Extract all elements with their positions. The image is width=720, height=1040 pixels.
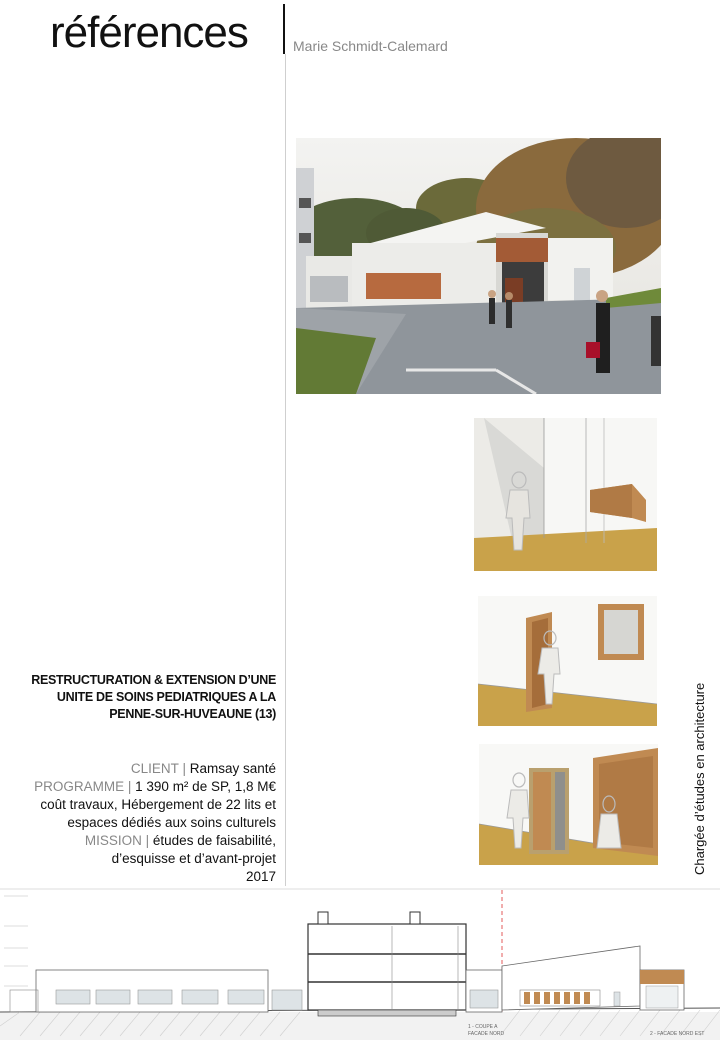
interior-sketch-3 [479,744,658,865]
facade-label: FACADE NORD [468,1031,505,1037]
separator: | [127,779,132,794]
interior-sketch-1 [474,418,657,571]
mission-label: MISSION [84,833,142,848]
page-divider [285,54,286,888]
client-value: Ramsay santé [189,761,276,776]
separator: | [145,833,153,848]
section-elevation-drawing [0,886,720,1040]
project-title: RESTRUCTURATION & EXTENSION D’UNE UNITE DE SOINS PEDIATRIQUES A LA PENNE-SUR-HUVEAUNE (13) [31,673,276,721]
section-label: 1 - COUPE A [468,1024,498,1030]
title-divider [283,4,285,54]
mission-value: études de faisabilité, d’esquisse et d’avant-projet [111,833,276,866]
programme-value: 1 390 m² de SP, 1,8 M€ coût travaux, Hébergement de 22 lits et espaces dédiés aux soins culturels [40,779,276,830]
project-year: 2017 [245,869,276,884]
building-render-photo [296,138,661,394]
interior-sketch-2 [478,596,657,726]
project-details [18,760,276,888]
side-label: Chargée d’études en architecture [692,682,707,875]
author-name: Marie Schmidt-Calemard [293,38,448,54]
programme-label: PROGRAMME [34,779,125,794]
separator: | [182,761,190,776]
client-label: CLIENT [130,761,179,776]
facade-right-label: 2 - FACADE NORD EST [650,1031,705,1037]
page-title: références [50,8,248,57]
